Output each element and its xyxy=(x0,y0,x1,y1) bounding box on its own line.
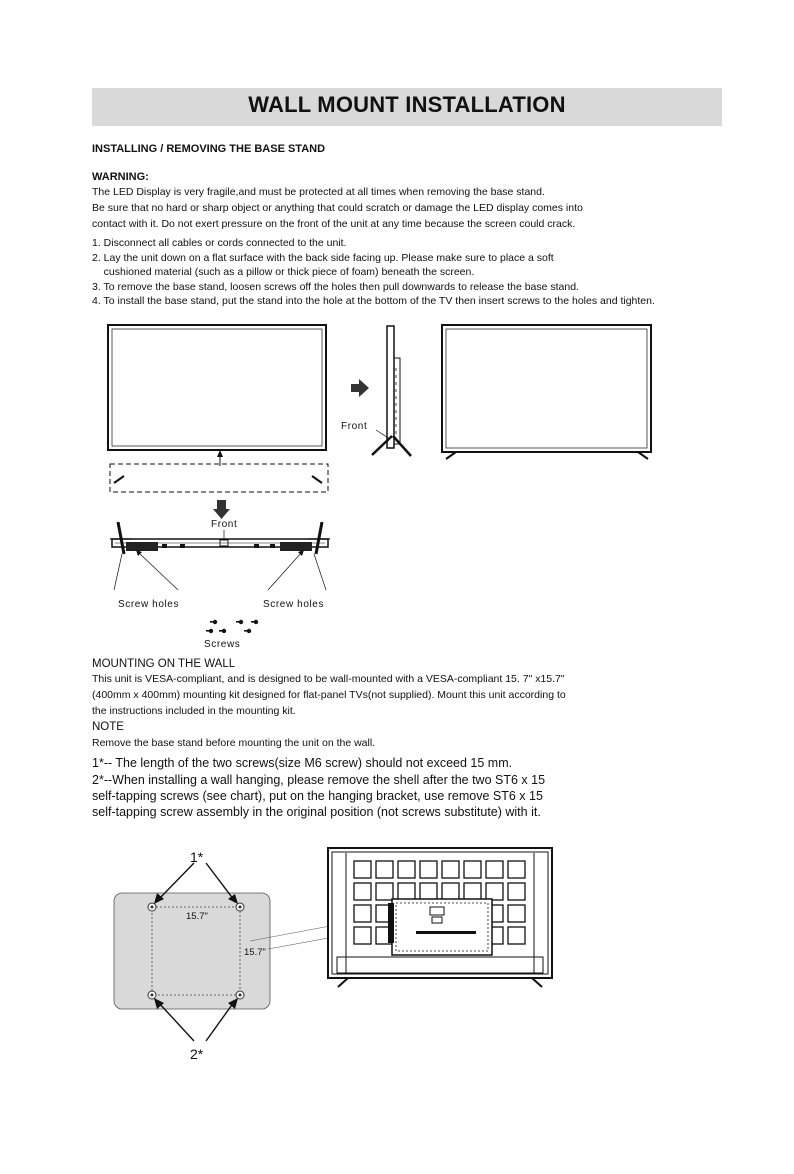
label-2-star: 2* xyxy=(190,1046,204,1062)
screw-holes-label-right: Screw holes xyxy=(263,599,325,610)
screw-holes-label-left: Screw holes xyxy=(118,599,180,610)
step-item: 1. Disconnect all cables or cords connected to the unit. xyxy=(92,237,347,249)
stand-figure xyxy=(100,318,660,658)
tv-front-illustration xyxy=(108,325,326,450)
note-2 xyxy=(92,772,545,820)
page-title: WALL MOUNT INSTALLATION xyxy=(248,92,566,117)
title-banner xyxy=(92,88,722,126)
step-item: 2. Lay the unit down on a flat surface with the back side facing up. Please make sure to place a soft xyxy=(92,251,554,264)
note-2-line: 2*--When installing a wall hanging, please remove the shell after the two ST6 x 15 xyxy=(92,773,546,787)
note-label: NOTE xyxy=(92,721,124,733)
down-arrow-icon xyxy=(213,509,230,519)
tv-with-stand-illustration xyxy=(442,325,651,459)
section-heading-stand: INSTALLING / REMOVING THE BASE STAND xyxy=(92,143,326,155)
vesa-figure xyxy=(110,845,560,1065)
note-1: 1*-- The length of the two screws(size M6 screw) should not exceed 15 mm. xyxy=(92,756,513,770)
step-item: 3. To remove the base stand, loosen screws off the holes then pull downwards to release the base stand. xyxy=(92,280,579,293)
stand-removed-outline xyxy=(110,464,328,492)
warning-label: WARNING: xyxy=(92,171,149,183)
right-arrow-icon xyxy=(359,379,369,397)
front-label-bottom: Front xyxy=(211,519,238,530)
warning-line: Be sure that no hard or sharp object or anything that could scratch or damage the LED display comes into xyxy=(92,202,583,214)
note-2-line: self-tapping screws (see chart), put on the hanging bracket, use remove ST6 x 15 xyxy=(92,789,543,803)
warning-line: contact with it. Do not exert pressure on the front of the unit at any time because the screen could crack. xyxy=(92,218,576,230)
wall-line: This unit is VESA-compliant, and is designed to be wall-mounted with a VESA-compliant 15. 7" x15.7" xyxy=(92,673,565,685)
step-item: cushioned material (such as a pillow or thick piece of foam) beneath the screen. xyxy=(92,266,475,278)
dimension-vertical: 15.7" xyxy=(244,947,266,958)
section-heading-wall: MOUNTING ON THE WALL xyxy=(92,658,236,670)
wall-text xyxy=(92,671,566,719)
note-text: Remove the base stand before mounting the unit on the wall. xyxy=(92,737,376,749)
screws-illustration xyxy=(206,620,258,633)
note-2-line: self-tapping screw assembly in the original position (not screws substitute) with it. xyxy=(92,805,541,819)
wall-line: (400mm x 400mm) mounting kit designed for flat-panel TVs(not supplied). Mount this unit according to xyxy=(92,689,566,701)
step-item: 4. To install the base stand, put the stand into the hole at the bottom of the TV then insert screws to the holes and tighten. xyxy=(92,295,655,307)
wall-line: the instructions included in the mounting kit. xyxy=(92,705,296,717)
front-label-side: Front xyxy=(341,421,368,432)
steps-list xyxy=(92,236,655,309)
tv-back-illustration xyxy=(328,848,552,987)
dimension-horizontal: 15.7" xyxy=(186,911,208,922)
tv-side-illustration xyxy=(372,326,411,456)
warning-text xyxy=(92,184,583,232)
warning-line: The LED Display is very fragile,and must be protected at all times when removing the base stand. xyxy=(92,186,545,198)
screws-label: Screws xyxy=(204,639,241,650)
label-1-star: 1* xyxy=(190,849,204,865)
